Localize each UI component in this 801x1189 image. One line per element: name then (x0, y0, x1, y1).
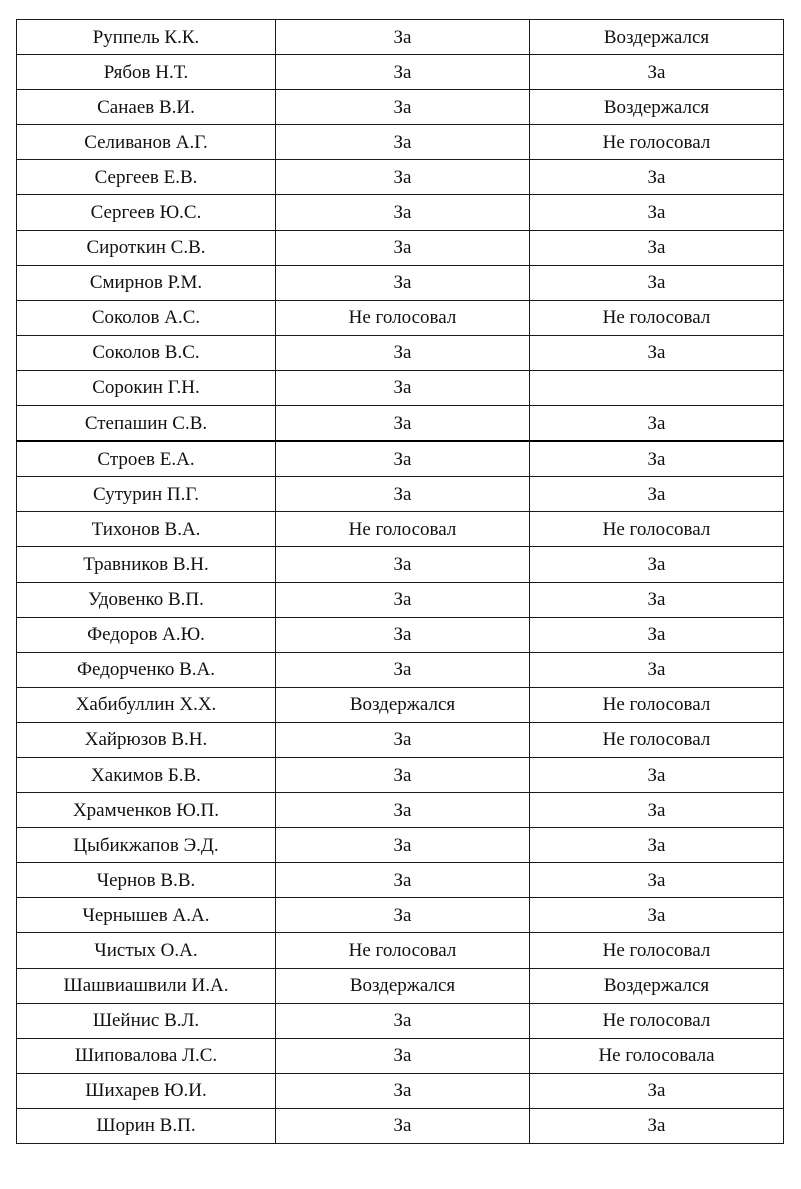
second-vote-cell (530, 370, 784, 405)
table-row (17, 687, 784, 722)
second-vote-cell: Не голосовал (530, 512, 784, 547)
deputy-name-cell: Федорченко В.А. (17, 652, 276, 687)
table-row (17, 265, 784, 300)
second-vote-cell: За (530, 863, 784, 898)
table-row (17, 160, 784, 195)
deputy-name-cell: Хайрюзов В.Н. (17, 722, 276, 757)
deputy-name-cell: Шихарев Ю.И. (17, 1073, 276, 1108)
first-vote-cell: За (276, 441, 530, 477)
table-row (17, 793, 784, 828)
deputy-name-cell: Чистых О.А. (17, 933, 276, 968)
second-vote-cell: Не голосовал (530, 125, 784, 160)
table-row (17, 863, 784, 898)
first-vote-cell: Не голосовал (276, 300, 530, 335)
table-row (17, 477, 784, 512)
table-row (17, 757, 784, 792)
deputy-name-cell: Рябов Н.Т. (17, 55, 276, 90)
first-vote-cell: За (276, 582, 530, 617)
deputy-name-cell: Сорокин Г.Н. (17, 370, 276, 405)
deputy-name-cell: Травников В.Н. (17, 547, 276, 582)
first-vote-cell: За (276, 406, 530, 442)
deputy-name-cell: Удовенко В.П. (17, 582, 276, 617)
deputy-name-cell: Сергеев Ю.С. (17, 195, 276, 230)
first-vote-cell: За (276, 828, 530, 863)
second-vote-cell: За (530, 230, 784, 265)
second-vote-cell: Не голосовал (530, 722, 784, 757)
first-vote-cell: За (276, 265, 530, 300)
first-vote-cell: За (276, 477, 530, 512)
deputy-name-cell: Шейнис В.Л. (17, 1003, 276, 1038)
deputy-name-cell: Хабибуллин Х.Х. (17, 687, 276, 722)
first-vote-cell: За (276, 652, 530, 687)
second-vote-cell: Воздержался (530, 20, 784, 55)
deputy-name-cell: Сироткин С.В. (17, 230, 276, 265)
second-vote-cell: За (530, 757, 784, 792)
second-vote-cell: За (530, 547, 784, 582)
second-vote-cell: За (530, 1073, 784, 1108)
first-vote-cell: Не голосовал (276, 933, 530, 968)
table-row (17, 547, 784, 582)
second-vote-cell: За (530, 265, 784, 300)
second-vote-cell: За (530, 477, 784, 512)
table-row (17, 828, 784, 863)
table-row (17, 230, 784, 265)
first-vote-cell: За (276, 90, 530, 125)
first-vote-cell: За (276, 1108, 530, 1143)
deputy-name-cell: Хакимов Б.В. (17, 757, 276, 792)
first-vote-cell: За (276, 1038, 530, 1073)
table-row (17, 1003, 784, 1038)
first-vote-cell: За (276, 547, 530, 582)
deputy-name-cell: Шорин В.П. (17, 1108, 276, 1143)
table-row (17, 441, 784, 477)
second-vote-cell: Не голосовал (530, 687, 784, 722)
first-vote-cell: За (276, 125, 530, 160)
deputy-name-cell: Тихонов В.А. (17, 512, 276, 547)
table-row (17, 125, 784, 160)
second-vote-cell: За (530, 1108, 784, 1143)
table-row (17, 1038, 784, 1073)
first-vote-cell: За (276, 863, 530, 898)
table-row (17, 335, 784, 370)
first-vote-cell: За (276, 1073, 530, 1108)
table-row (17, 1108, 784, 1143)
deputy-name-cell: Шиповалова Л.С. (17, 1038, 276, 1073)
table-row (17, 617, 784, 652)
table-row (17, 722, 784, 757)
deputy-name-cell: Соколов В.С. (17, 335, 276, 370)
second-vote-cell: Воздержался (530, 90, 784, 125)
second-vote-cell: За (530, 195, 784, 230)
deputy-name-cell: Строев Е.А. (17, 441, 276, 477)
table-row (17, 898, 784, 933)
deputy-name-cell: Соколов А.С. (17, 300, 276, 335)
first-vote-cell: За (276, 160, 530, 195)
first-vote-cell: За (276, 230, 530, 265)
second-vote-cell: За (530, 652, 784, 687)
deputy-name-cell: Федоров А.Ю. (17, 617, 276, 652)
second-vote-cell: За (530, 160, 784, 195)
first-vote-cell: За (276, 370, 530, 405)
second-vote-cell: За (530, 582, 784, 617)
table-row (17, 55, 784, 90)
first-vote-cell: За (276, 617, 530, 652)
first-vote-cell: За (276, 1003, 530, 1038)
second-vote-cell: Не голосовала (530, 1038, 784, 1073)
voting-results-table (16, 19, 784, 1144)
first-vote-cell: За (276, 335, 530, 370)
deputy-name-cell: Степашин С.В. (17, 406, 276, 442)
deputy-name-cell: Селиванов А.Г. (17, 125, 276, 160)
table-row (17, 300, 784, 335)
first-vote-cell: За (276, 722, 530, 757)
deputy-name-cell: Храмченков Ю.П. (17, 793, 276, 828)
table-row (17, 933, 784, 968)
second-vote-cell: Не голосовал (530, 1003, 784, 1038)
first-vote-cell: Воздержался (276, 968, 530, 1003)
first-vote-cell: Не голосовал (276, 512, 530, 547)
table-row (17, 968, 784, 1003)
deputy-name-cell: Чернов В.В. (17, 863, 276, 898)
first-vote-cell: За (276, 55, 530, 90)
second-vote-cell: За (530, 406, 784, 442)
second-vote-cell: За (530, 828, 784, 863)
first-vote-cell: За (276, 757, 530, 792)
table-row (17, 90, 784, 125)
second-vote-cell: За (530, 335, 784, 370)
deputy-name-cell: Санаев В.И. (17, 90, 276, 125)
table-row (17, 582, 784, 617)
table-row (17, 652, 784, 687)
second-vote-cell: За (530, 441, 784, 477)
second-vote-cell: Воздержался (530, 968, 784, 1003)
second-vote-cell: За (530, 898, 784, 933)
table-body (17, 20, 784, 1144)
deputy-name-cell: Цыбикжапов Э.Д. (17, 828, 276, 863)
second-vote-cell: За (530, 55, 784, 90)
first-vote-cell: За (276, 793, 530, 828)
second-vote-cell: За (530, 617, 784, 652)
deputy-name-cell: Сутурин П.Г. (17, 477, 276, 512)
table-row (17, 1073, 784, 1108)
table-row (17, 370, 784, 405)
deputy-name-cell: Шашвиашвили И.А. (17, 968, 276, 1003)
table-row (17, 406, 784, 442)
second-vote-cell: Не голосовал (530, 300, 784, 335)
deputy-name-cell: Чернышев А.А. (17, 898, 276, 933)
table-row (17, 20, 784, 55)
deputy-name-cell: Руппель К.К. (17, 20, 276, 55)
first-vote-cell: За (276, 195, 530, 230)
deputy-name-cell: Смирнов Р.М. (17, 265, 276, 300)
first-vote-cell: За (276, 20, 530, 55)
first-vote-cell: Воздержался (276, 687, 530, 722)
first-vote-cell: За (276, 898, 530, 933)
second-vote-cell: Не голосовал (530, 933, 784, 968)
deputy-name-cell: Сергеев Е.В. (17, 160, 276, 195)
table-row (17, 195, 784, 230)
second-vote-cell: За (530, 793, 784, 828)
table-row (17, 512, 784, 547)
